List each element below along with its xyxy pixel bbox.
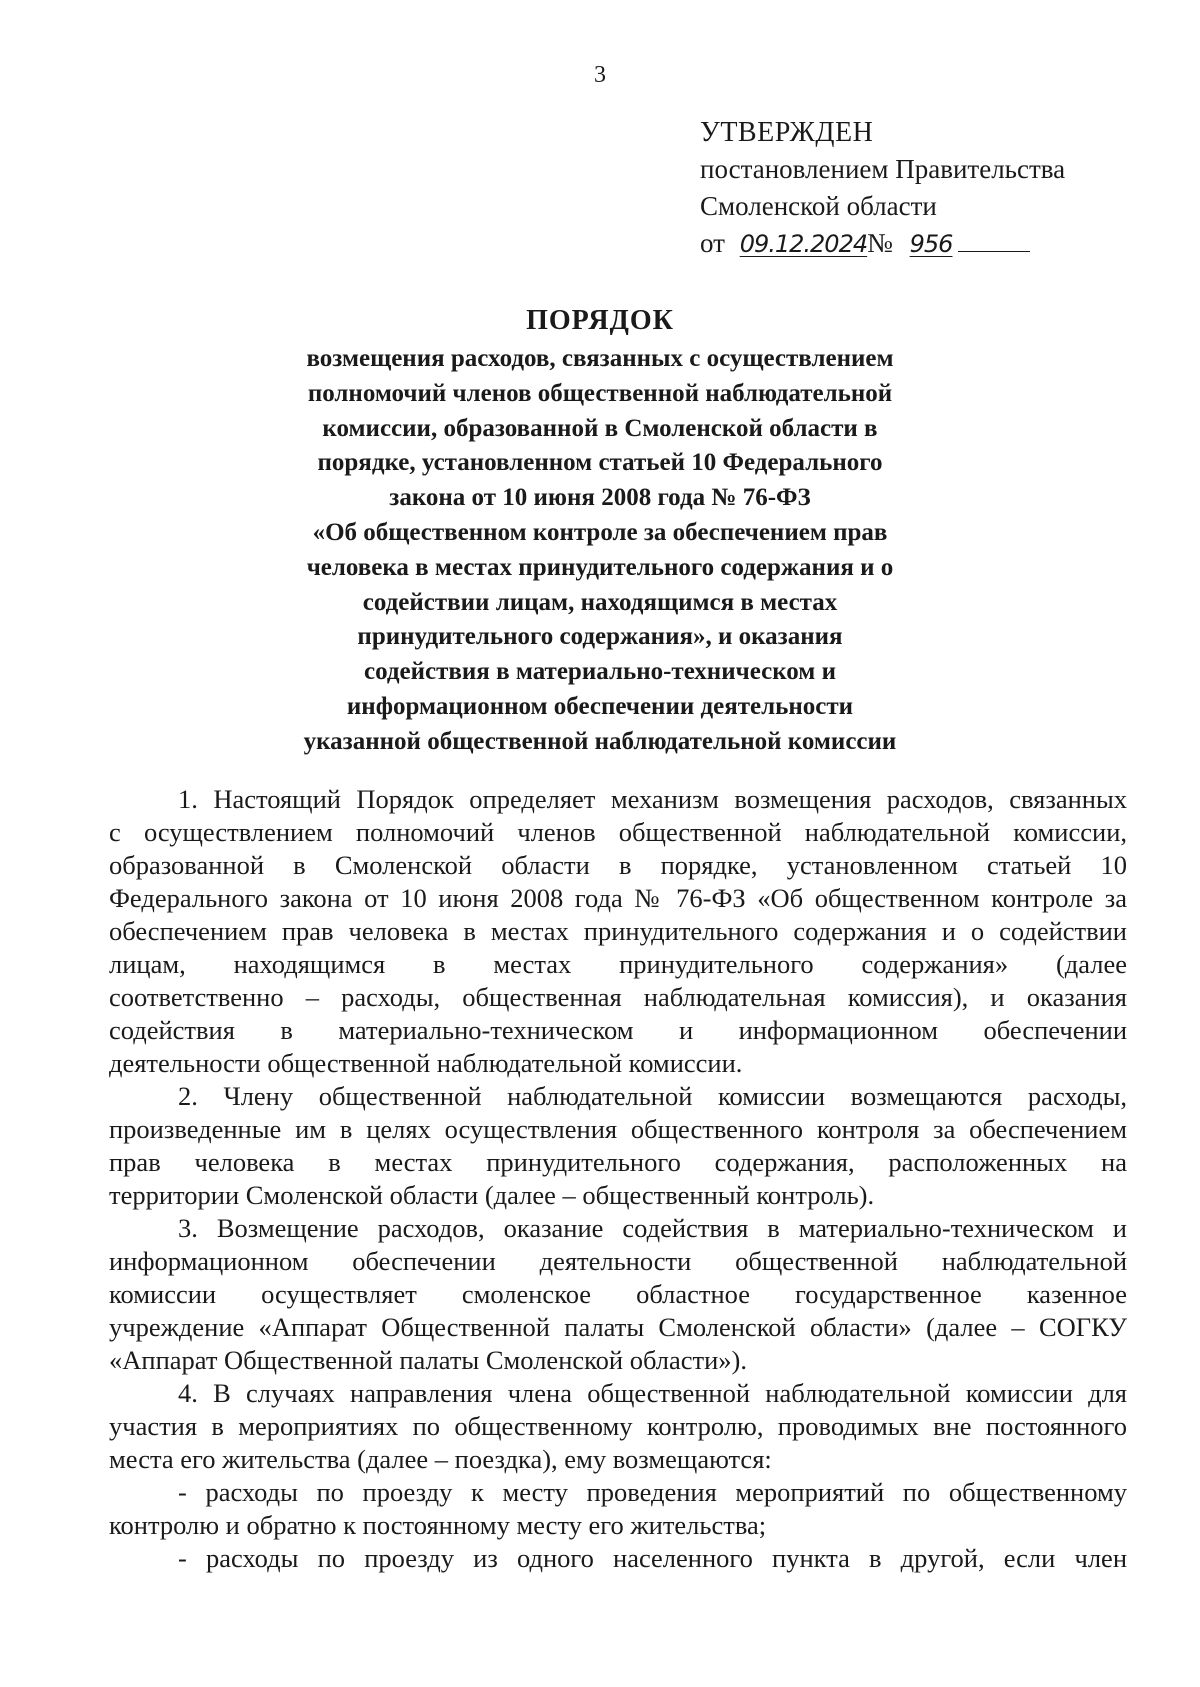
body-line: Федерального закона от 10 июня 2008 года № 76-ФЗ «Об общественном контроле за	[109, 883, 1127, 913]
subtitle-line: указанной общественной наблюдательной комиссии	[303, 727, 897, 755]
body-line: территории Смоленской области (далее – общественный контроль).	[109, 1180, 875, 1210]
body-line: с осуществлением полномочий членов общественной наблюдательной комиссии,	[109, 817, 1127, 847]
body-line: прав человека в местах принудительного содержания, расположенных на	[109, 1147, 1127, 1177]
body-line: информационном обеспечении деятельности общественной наблюдательной	[109, 1246, 1127, 1276]
document-title: ПОРЯДОК	[526, 305, 674, 336]
subtitle-line: информационном обеспечении деятельности	[346, 692, 854, 720]
body-line: образованной в Смоленской области в порядке, установленном статьей 10	[109, 850, 1127, 880]
body-line: 3. Возмещение расходов, оказание содействия в материально-техническом и	[178, 1213, 1127, 1243]
subtitle-line: содействии лицам, находящимся в местах	[362, 588, 838, 616]
approval-date-number-line	[700, 225, 1180, 263]
document-title-block	[180, 302, 1020, 760]
subtitle-line: «Об общественном контроле за обеспечением прав	[312, 518, 888, 546]
number-label: №	[867, 228, 893, 258]
body-line: - расходы по проезду к месту проведения мероприятий по общественному	[178, 1477, 1127, 1507]
subtitle-line: комиссии, образованной в Смоленской области в	[322, 414, 878, 442]
body-line: обеспечением прав человека в местах принудительного содержания и о содействии	[109, 916, 1127, 946]
subtitle-line: возмещения расходов, связанных с осуществлением	[306, 345, 894, 372]
approval-line-2: Смоленской области	[700, 191, 937, 221]
body-line: 2. Члену общественной наблюдательной комиссии возмещаются расходы,	[178, 1081, 1127, 1111]
body-line: места его жительства (далее – поездка), ему возмещаются:	[109, 1444, 772, 1474]
body-line: - расходы по проезду из одного населенного пункта в другой, если член	[178, 1543, 1127, 1573]
body-line: деятельности общественной наблюдательной комиссии.	[109, 1048, 743, 1078]
from-label: от	[700, 228, 725, 258]
body-line: 1. Настоящий Порядок определяет механизм возмещения расходов, связанных	[178, 784, 1127, 814]
subtitle-line: порядке, установленном статьей 10 Федерального	[317, 449, 883, 477]
document-body	[109, 783, 1127, 1575]
body-line: произведенные им в целях осуществления общественного контроля за обеспечением	[109, 1114, 1127, 1144]
body-line: 4. В случаях направления члена общественной наблюдательной комиссии для	[178, 1378, 1127, 1408]
body-line: контролю и обратно к постоянному месту его жительства;	[109, 1510, 767, 1540]
approved-heading: УТВЕРЖДЕН	[700, 117, 874, 148]
page-number: 3	[594, 62, 606, 88]
body-line: соответственно – расходы, общественная наблюдательная комиссия), и оказания	[109, 982, 1127, 1012]
handwritten-number: 956	[909, 230, 953, 258]
body-line: лицам, находящимся в местах принудительного содержания» (далее	[109, 949, 1127, 979]
approval-line-1: постановлением Правительства	[700, 154, 1066, 184]
body-line: комиссии осуществляет смоленское областное государственное казенное	[109, 1279, 1127, 1309]
subtitle-line: содействия в материально-техническом и	[364, 658, 836, 686]
subtitle-line: закона от 10 июня 2008 года № 76-ФЗ	[389, 484, 811, 512]
subtitle-line: принудительного содержания», и оказания	[357, 623, 843, 651]
subtitle-line: полномочий членов общественной наблюдательной	[307, 379, 893, 407]
body-line: «Аппарат Общественной палаты Смоленской области»).	[109, 1345, 748, 1375]
document-subtitle	[180, 342, 1020, 760]
body-line: содействия в материально-техническом и информационном обеспечении	[109, 1015, 1127, 1045]
approval-stamp-block	[700, 114, 1180, 263]
body-line: учреждение «Аппарат Общественной палаты Смоленской области» (далее – СОГКУ	[109, 1312, 1127, 1342]
subtitle-line: человека в местах принудительного содержания и о	[306, 553, 894, 581]
handwritten-date: 09.12.2024	[739, 230, 868, 258]
number-blank-line	[958, 251, 1030, 252]
body-line: участия в мероприятиях по общественному контролю, проводимых вне постоянного	[109, 1411, 1127, 1441]
